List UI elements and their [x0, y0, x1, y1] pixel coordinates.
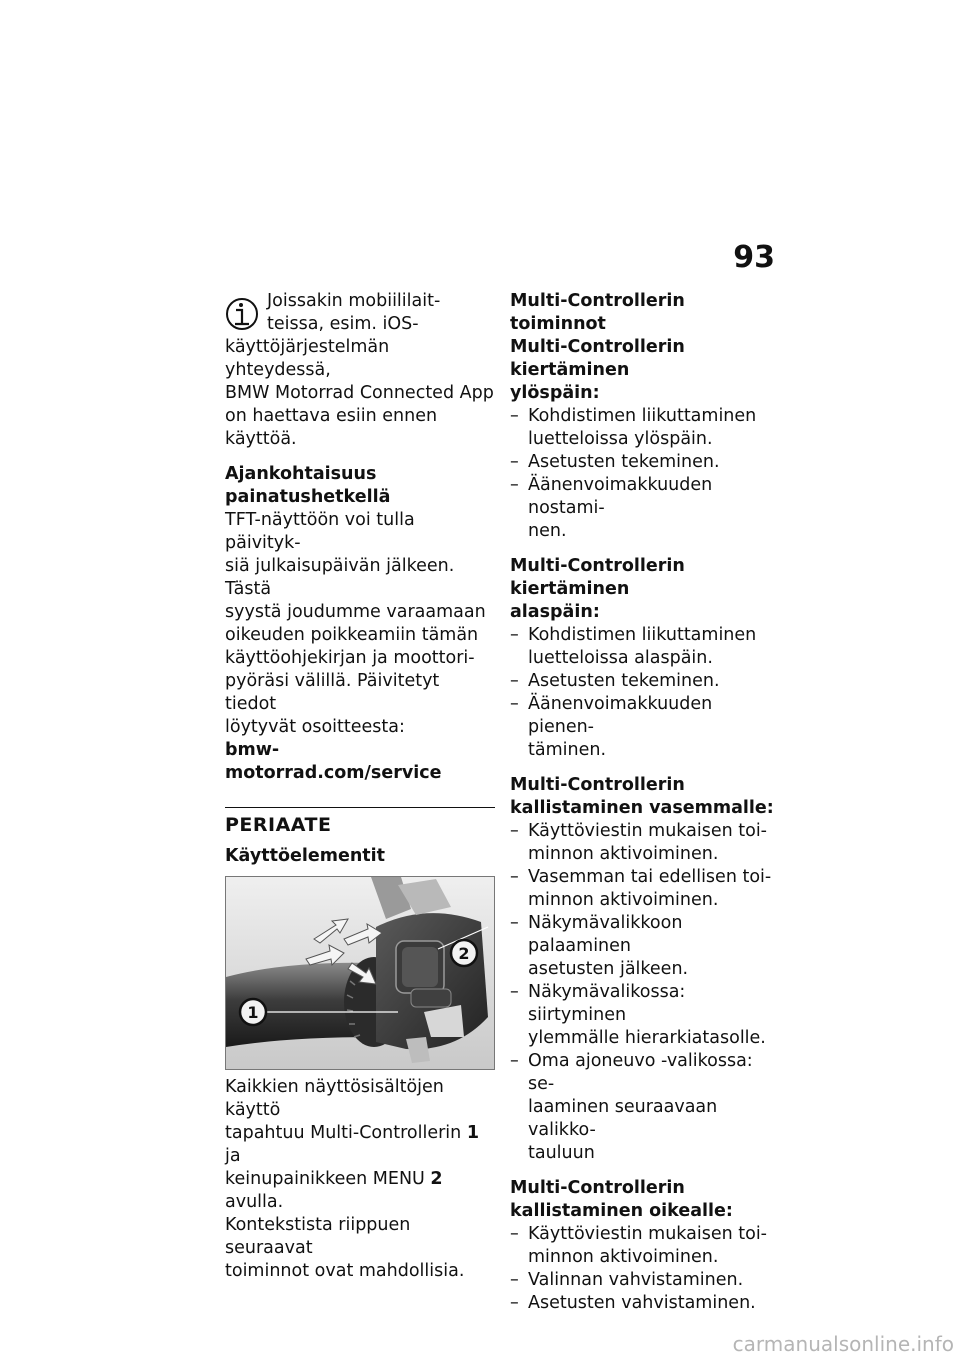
heading-line: kallistaminen oikealle: — [510, 1201, 733, 1221]
item-title: Käyttöelementit — [225, 846, 386, 866]
functions-title: Multi-Controllerin toiminnot — [510, 291, 685, 334]
text-line: toiminnot ovat mahdollisia. — [225, 1261, 465, 1281]
callout-2: 2 — [458, 944, 470, 963]
handlebar-controls-figure — [225, 876, 495, 1070]
page-number: 93 — [733, 240, 775, 275]
text-line: löytyvät osoitteesta: — [225, 717, 405, 737]
list-item: – Oma ajoneuvo -valikossa: se- laaminen seuraavaan valikko- tauluun — [510, 1050, 780, 1165]
left-column — [225, 290, 495, 1283]
section-heading — [510, 336, 780, 405]
list-item: – Näkymävalikkoon palaaminen asetusten jälkeen. — [510, 912, 780, 981]
list-item: – Vasemman tai edellisen toi- minnon aktivoiminen. — [510, 866, 780, 912]
section-rotate-up — [510, 336, 780, 543]
info-note — [225, 290, 495, 451]
right-column — [510, 290, 780, 1315]
paragraph-controls — [225, 1076, 495, 1283]
text-line: oikeuden poikkeamiin tämän — [225, 625, 479, 645]
ref-2: 2 — [430, 1169, 443, 1189]
section-tilt-right — [510, 1177, 780, 1315]
note-line: käyttöjärjestelmän yhteydessä, — [225, 337, 390, 380]
heading-line: painatushetkellä — [225, 487, 391, 507]
heading-line: alaspäin: — [510, 602, 600, 622]
list-item: – Kohdistimen liikuttaminen luetteloissa alaspäin. — [510, 624, 780, 670]
function-list — [510, 1223, 780, 1315]
list-item: – Äänenvoimakkuuden nostami- nen. — [510, 474, 780, 543]
text-line: Kontekstista riippuen seuraavat — [225, 1215, 411, 1258]
info-icon — [225, 294, 259, 334]
list-item: – Asetusten tekeminen. — [510, 670, 780, 693]
text-line: pyöräsi välillä. Päivitetyt tiedot — [225, 671, 440, 714]
heading-line: Multi-Controllerin kiertäminen — [510, 556, 685, 599]
text-line: tapahtuu Multi-Controllerin 1 ja — [225, 1123, 479, 1166]
list-item: – Äänenvoimakkuuden pienen- täminen. — [510, 693, 780, 762]
function-list — [510, 624, 780, 762]
text-line: TFT-näyttöön voi tulla päivityk- — [225, 510, 415, 553]
text-line: käyttöohjekirjan ja moottori- — [225, 648, 475, 668]
function-list — [510, 405, 780, 543]
section-heading — [510, 774, 780, 820]
heading-line: ylöspäin: — [510, 383, 600, 403]
note-line: Joissakin mobiililait- — [267, 291, 441, 311]
heading-line: Multi-Controllerin — [510, 775, 685, 795]
heading-line: kallistaminen vasemmalle: — [510, 798, 774, 818]
note-line: on haettava esiin ennen — [225, 406, 438, 426]
text-line: Kaikkien näyttösisältöjen käyttö — [225, 1077, 444, 1120]
section-heading — [510, 555, 780, 624]
list-item: – Käyttöviestin mukaisen toi- minnon aktivoiminen. — [510, 820, 780, 866]
handlebar-illustration — [226, 877, 494, 1069]
note-line: BMW Motorrad Connected App — [225, 383, 494, 403]
callout-1: 1 — [247, 1003, 259, 1022]
heading-line: Ajankohtaisuus — [225, 464, 377, 484]
note-line: käyttöä. — [225, 429, 297, 449]
heading-currency — [225, 463, 495, 509]
list-item: – Asetusten tekeminen. — [510, 451, 780, 474]
watermark: carmanualsonline.info — [732, 1332, 954, 1356]
service-url-link[interactable]: bmw-motorrad.com/service — [225, 740, 442, 783]
section-title: PERIAATE — [225, 807, 495, 837]
section-tilt-left — [510, 774, 780, 1165]
paragraph-update — [225, 509, 495, 785]
list-item: – Asetusten vahvistaminen. — [510, 1292, 780, 1315]
ref-1: 1 — [466, 1123, 479, 1143]
function-list — [510, 820, 780, 1165]
text-line: keinupainikkeen MENU 2 avulla. — [225, 1169, 443, 1212]
heading-line: Multi-Controllerin — [510, 1178, 685, 1198]
heading-line: Multi-Controllerin kiertäminen — [510, 337, 685, 380]
list-item: – Käyttöviestin mukaisen toi- minnon aktivoiminen. — [510, 1223, 780, 1269]
list-item: – Valinnan vahvistaminen. — [510, 1269, 780, 1292]
text-line: syystä joudumme varaamaan — [225, 602, 486, 622]
section-heading — [510, 1177, 780, 1223]
section-rotate-down — [510, 555, 780, 762]
list-item: – Kohdistimen liikuttaminen luetteloissa ylöspäin. — [510, 405, 780, 451]
note-line: teissa, esim. iOS- — [267, 314, 419, 334]
list-item: – Näkymävalikossa: siirtyminen ylemmälle hierarkiatasolle. — [510, 981, 780, 1050]
text-line: siä julkaisupäivän jälkeen. Tästä — [225, 556, 455, 599]
